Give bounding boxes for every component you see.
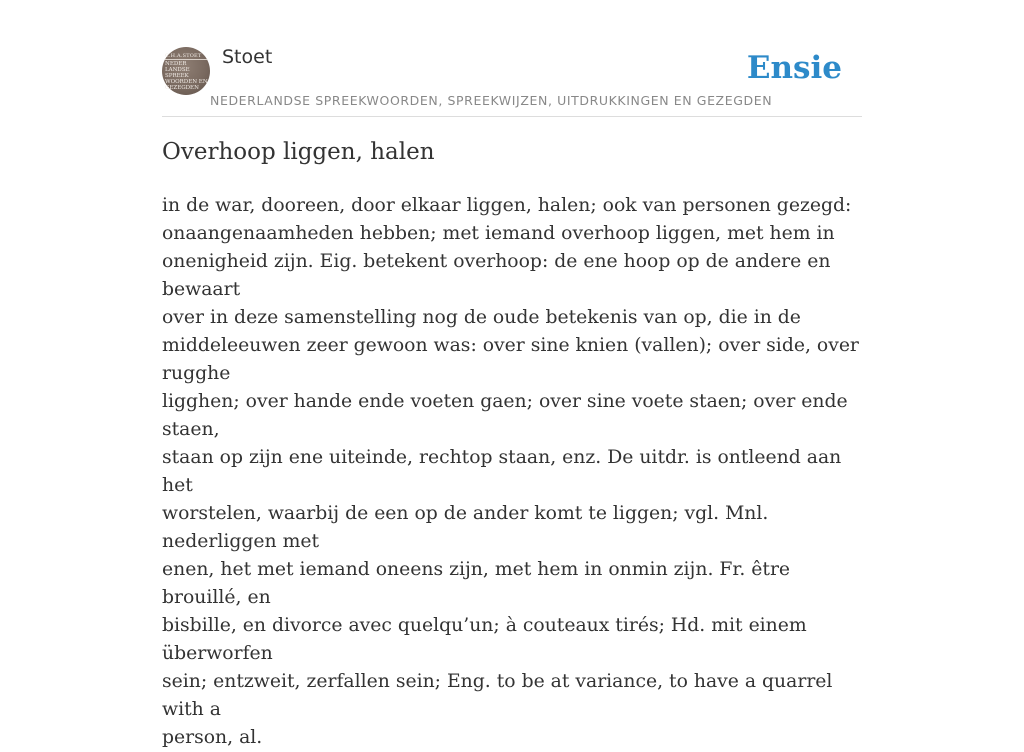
body-line: onenigheid zijn. Eig. betekent overhoop: de ene hoop op de andere en bewaart bbox=[162, 251, 831, 300]
body-line: sein; entzweit, zerfallen sein; Eng. to be at variance, to have a quarrel with a bbox=[162, 671, 833, 720]
author-avatar[interactable] bbox=[162, 47, 210, 95]
body-line: worstelen, waarbij de een op de ander komt te liggen; vgl. Mnl. nederliggen met bbox=[162, 503, 769, 552]
source-subtitle[interactable]: NEDERLANDSE SPREEKWOORDEN, SPREEKWIJZEN, UITDRUKKINGEN EN GEZEGDEN bbox=[210, 93, 773, 108]
body-line: enen, het met iemand oneens zijn, met hem in onmin zijn. Fr. être brouillé, en bbox=[162, 559, 791, 608]
body-line: ligghen; over hande ende voeten gaen; over sine voete staen; over ende staen, bbox=[162, 391, 848, 440]
body-line: onaangenaamheden hebben; met iemand overhoop liggen, met hem in bbox=[162, 223, 835, 244]
body-line: staan op zijn ene uiteinde, rechtop staan, enz. De uitdr. is ontleend aan het bbox=[162, 447, 842, 496]
body-line: person, al. bbox=[162, 727, 263, 748]
avatar-top-text: C.H.A.STOET bbox=[165, 53, 207, 60]
body-line: bisbille, en divorce avec quelqu’un; à couteaux tirés; Hd. mit einem überworfen bbox=[162, 615, 807, 664]
avatar-text-line: WOORDEN EN bbox=[165, 79, 208, 85]
body-line: middeleeuwen zeer gewoon was: over sine knien (vallen); over side, over rugghe bbox=[162, 335, 859, 384]
avatar-text-line: SPREEK bbox=[165, 73, 189, 79]
body-line: over in deze samenstelling nog de oude betekenis van op, die in de bbox=[162, 307, 801, 328]
article-title: Overhoop liggen, halen bbox=[162, 139, 435, 165]
body-line: in de war, dooreen, door elkaar liggen, halen; ook van personen gezegd: bbox=[162, 195, 852, 216]
avatar-text-line: LANDSE bbox=[165, 67, 190, 73]
author-name[interactable]: Stoet bbox=[222, 46, 273, 68]
site-header bbox=[162, 40, 862, 117]
brand-logo[interactable]: Ensie bbox=[746, 50, 842, 86]
avatar-text-line: NEDER bbox=[165, 61, 187, 67]
article-body bbox=[162, 192, 862, 752]
avatar-text-line: GEZEGDEN bbox=[165, 85, 199, 91]
